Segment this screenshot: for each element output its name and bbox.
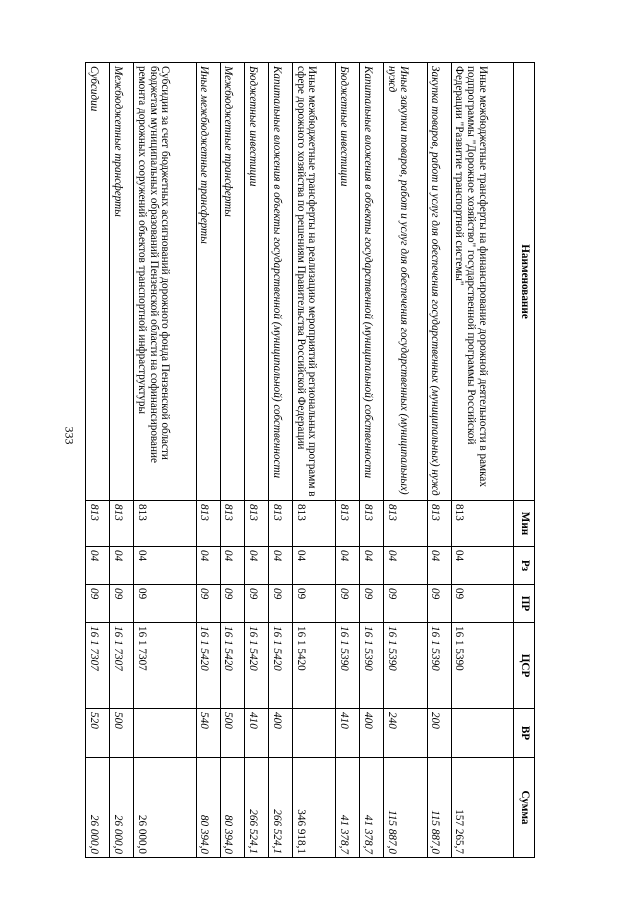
row-vr-cell: 400 <box>268 709 292 758</box>
row-sum-cell: 80 394,0 <box>196 758 220 858</box>
row-csr-cell: 16 1 5420 <box>268 623 292 709</box>
table-row <box>110 63 134 858</box>
row-sum-cell: 26 000,0 <box>110 758 134 858</box>
row-min-cell: 813 <box>384 501 427 547</box>
budget-table <box>85 62 535 858</box>
header-csr: ЦСР <box>514 623 535 709</box>
row-rz-cell: 04 <box>134 547 196 585</box>
table-row <box>360 63 384 858</box>
row-sum-cell: 266 524,1 <box>244 758 268 858</box>
row-vr-cell: 520 <box>86 709 110 758</box>
table-row <box>220 63 244 858</box>
row-rz-cell: 04 <box>110 547 134 585</box>
row-pr-cell: 09 <box>360 585 384 623</box>
row-min-cell: 813 <box>196 501 220 547</box>
row-name-cell: Межбюджетные трансферты <box>220 63 244 501</box>
row-rz-cell: 04 <box>86 547 110 585</box>
row-name-cell: Иные закупки товаров, работ и услуг для обеспечения государственных (муниципальных) нужд <box>384 63 427 501</box>
table-row <box>292 63 335 858</box>
row-rz-cell: 04 <box>427 547 451 585</box>
row-min-cell: 813 <box>244 501 268 547</box>
row-rz-cell: 04 <box>384 547 427 585</box>
row-pr-cell: 09 <box>292 585 335 623</box>
budget-table-container <box>85 62 535 857</box>
header-pr: ПР <box>514 585 535 623</box>
row-rz-cell: 04 <box>360 547 384 585</box>
row-name-cell: Иные межбюджетные трансферты <box>196 63 220 501</box>
row-sum-cell: 115 887,0 <box>427 758 451 858</box>
header-vr: ВР <box>514 709 535 758</box>
row-csr-cell: 16 1 5420 <box>292 623 335 709</box>
row-min-cell: 813 <box>451 501 513 547</box>
row-rz-cell: 04 <box>451 547 513 585</box>
row-min-cell: 813 <box>360 501 384 547</box>
row-pr-cell: 09 <box>244 585 268 623</box>
row-vr-cell: 200 <box>427 709 451 758</box>
row-csr-cell: 16 1 7307 <box>134 623 196 709</box>
row-rz-cell: 04 <box>220 547 244 585</box>
row-pr-cell: 09 <box>196 585 220 623</box>
table-row <box>451 63 513 858</box>
row-csr-cell: 16 1 5390 <box>384 623 427 709</box>
row-vr-cell: 410 <box>244 709 268 758</box>
row-pr-cell: 09 <box>336 585 360 623</box>
row-vr-cell: 500 <box>110 709 134 758</box>
row-name-cell: Бюджетные инвестиции <box>336 63 360 501</box>
row-vr-cell <box>134 709 196 758</box>
row-name-cell: Межбюджетные трансферты <box>110 63 134 501</box>
table-row <box>336 63 360 858</box>
header-min: Мин <box>514 501 535 547</box>
row-min-cell: 813 <box>427 501 451 547</box>
row-csr-cell: 16 1 5390 <box>427 623 451 709</box>
row-csr-cell: 16 1 7307 <box>86 623 110 709</box>
row-pr-cell: 09 <box>110 585 134 623</box>
row-min-cell: 813 <box>268 501 292 547</box>
table-row <box>134 63 196 858</box>
row-pr-cell: 09 <box>220 585 244 623</box>
row-min-cell: 813 <box>86 501 110 547</box>
row-pr-cell: 09 <box>268 585 292 623</box>
row-sum-cell: 157 265,7 <box>451 758 513 858</box>
row-vr-cell: 500 <box>220 709 244 758</box>
row-vr-cell: 410 <box>336 709 360 758</box>
row-rz-cell: 04 <box>292 547 335 585</box>
row-csr-cell: 16 1 5390 <box>336 623 360 709</box>
row-sum-cell: 41 378,7 <box>336 758 360 858</box>
row-pr-cell: 09 <box>134 585 196 623</box>
page-number: 333 <box>62 426 77 445</box>
row-name-cell: Закупка товаров, работ и услуг для обеспечения государственных (муниципальных) нужд <box>427 63 451 501</box>
table-header-row <box>514 63 535 858</box>
row-csr-cell: 16 1 5390 <box>360 623 384 709</box>
row-min-cell: 813 <box>220 501 244 547</box>
row-csr-cell: 16 1 7307 <box>110 623 134 709</box>
row-vr-cell <box>292 709 335 758</box>
row-name-cell: Бюджетные инвестиции <box>244 63 268 501</box>
row-name-cell: Иные межбюджетные трансферты на финансирование дорожной деятельности в рамках подпрограммы "Дорожное хозяйство" государственной программы Российской Федерации "Развитие транспортной системы" <box>451 63 513 501</box>
row-pr-cell: 09 <box>427 585 451 623</box>
row-sum-cell: 80 394,0 <box>220 758 244 858</box>
row-rz-cell: 04 <box>196 547 220 585</box>
row-csr-cell: 16 1 5420 <box>244 623 268 709</box>
row-pr-cell: 09 <box>451 585 513 623</box>
row-rz-cell: 04 <box>268 547 292 585</box>
row-min-cell: 813 <box>336 501 360 547</box>
row-min-cell: 813 <box>110 501 134 547</box>
row-min-cell: 813 <box>134 501 196 547</box>
row-pr-cell: 09 <box>384 585 427 623</box>
row-min-cell: 813 <box>292 501 335 547</box>
table-row <box>268 63 292 858</box>
row-rz-cell: 04 <box>244 547 268 585</box>
row-vr-cell: 540 <box>196 709 220 758</box>
row-sum-cell: 115 887,0 <box>384 758 427 858</box>
row-name-cell: Субсидии за счет бюджетных ассигнований дорожного фонда Пензенской области бюджетам муниципальных образований Пензенской области на софинансирование ремонта дорожных сооружений объектов транспортной инфраструктуры <box>134 63 196 501</box>
row-vr-cell: 240 <box>384 709 427 758</box>
header-name: Наименование <box>514 63 535 501</box>
row-name-cell: Субсидии <box>86 63 110 501</box>
table-body <box>86 63 514 858</box>
row-csr-cell: 16 1 5420 <box>220 623 244 709</box>
row-pr-cell: 09 <box>86 585 110 623</box>
row-vr-cell <box>451 709 513 758</box>
table-row <box>427 63 451 858</box>
table-row <box>244 63 268 858</box>
row-csr-cell: 16 1 5420 <box>196 623 220 709</box>
row-sum-cell: 26 000,0 <box>86 758 110 858</box>
row-rz-cell: 04 <box>336 547 360 585</box>
header-sum: Сумма <box>514 758 535 858</box>
row-sum-cell: 41 378,7 <box>360 758 384 858</box>
table-row <box>384 63 427 858</box>
row-sum-cell: 26 000,0 <box>134 758 196 858</box>
row-csr-cell: 16 1 5390 <box>451 623 513 709</box>
table-row <box>86 63 110 858</box>
row-sum-cell: 266 524,1 <box>268 758 292 858</box>
row-name-cell: Капитальные вложения в объекты государственной (муниципальной) собственности <box>360 63 384 501</box>
table-row <box>196 63 220 858</box>
row-vr-cell: 400 <box>360 709 384 758</box>
header-rz: Рз <box>514 547 535 585</box>
row-sum-cell: 346 918,1 <box>292 758 335 858</box>
row-name-cell: Иные межбюджетные трансферты на реализацию мероприятий региональных программ в сфере дорожного хозяйства по решениям Правительства Российской Федерации <box>292 63 335 501</box>
row-name-cell: Капитальные вложения в объекты государственной (муниципальной) собственности <box>268 63 292 501</box>
